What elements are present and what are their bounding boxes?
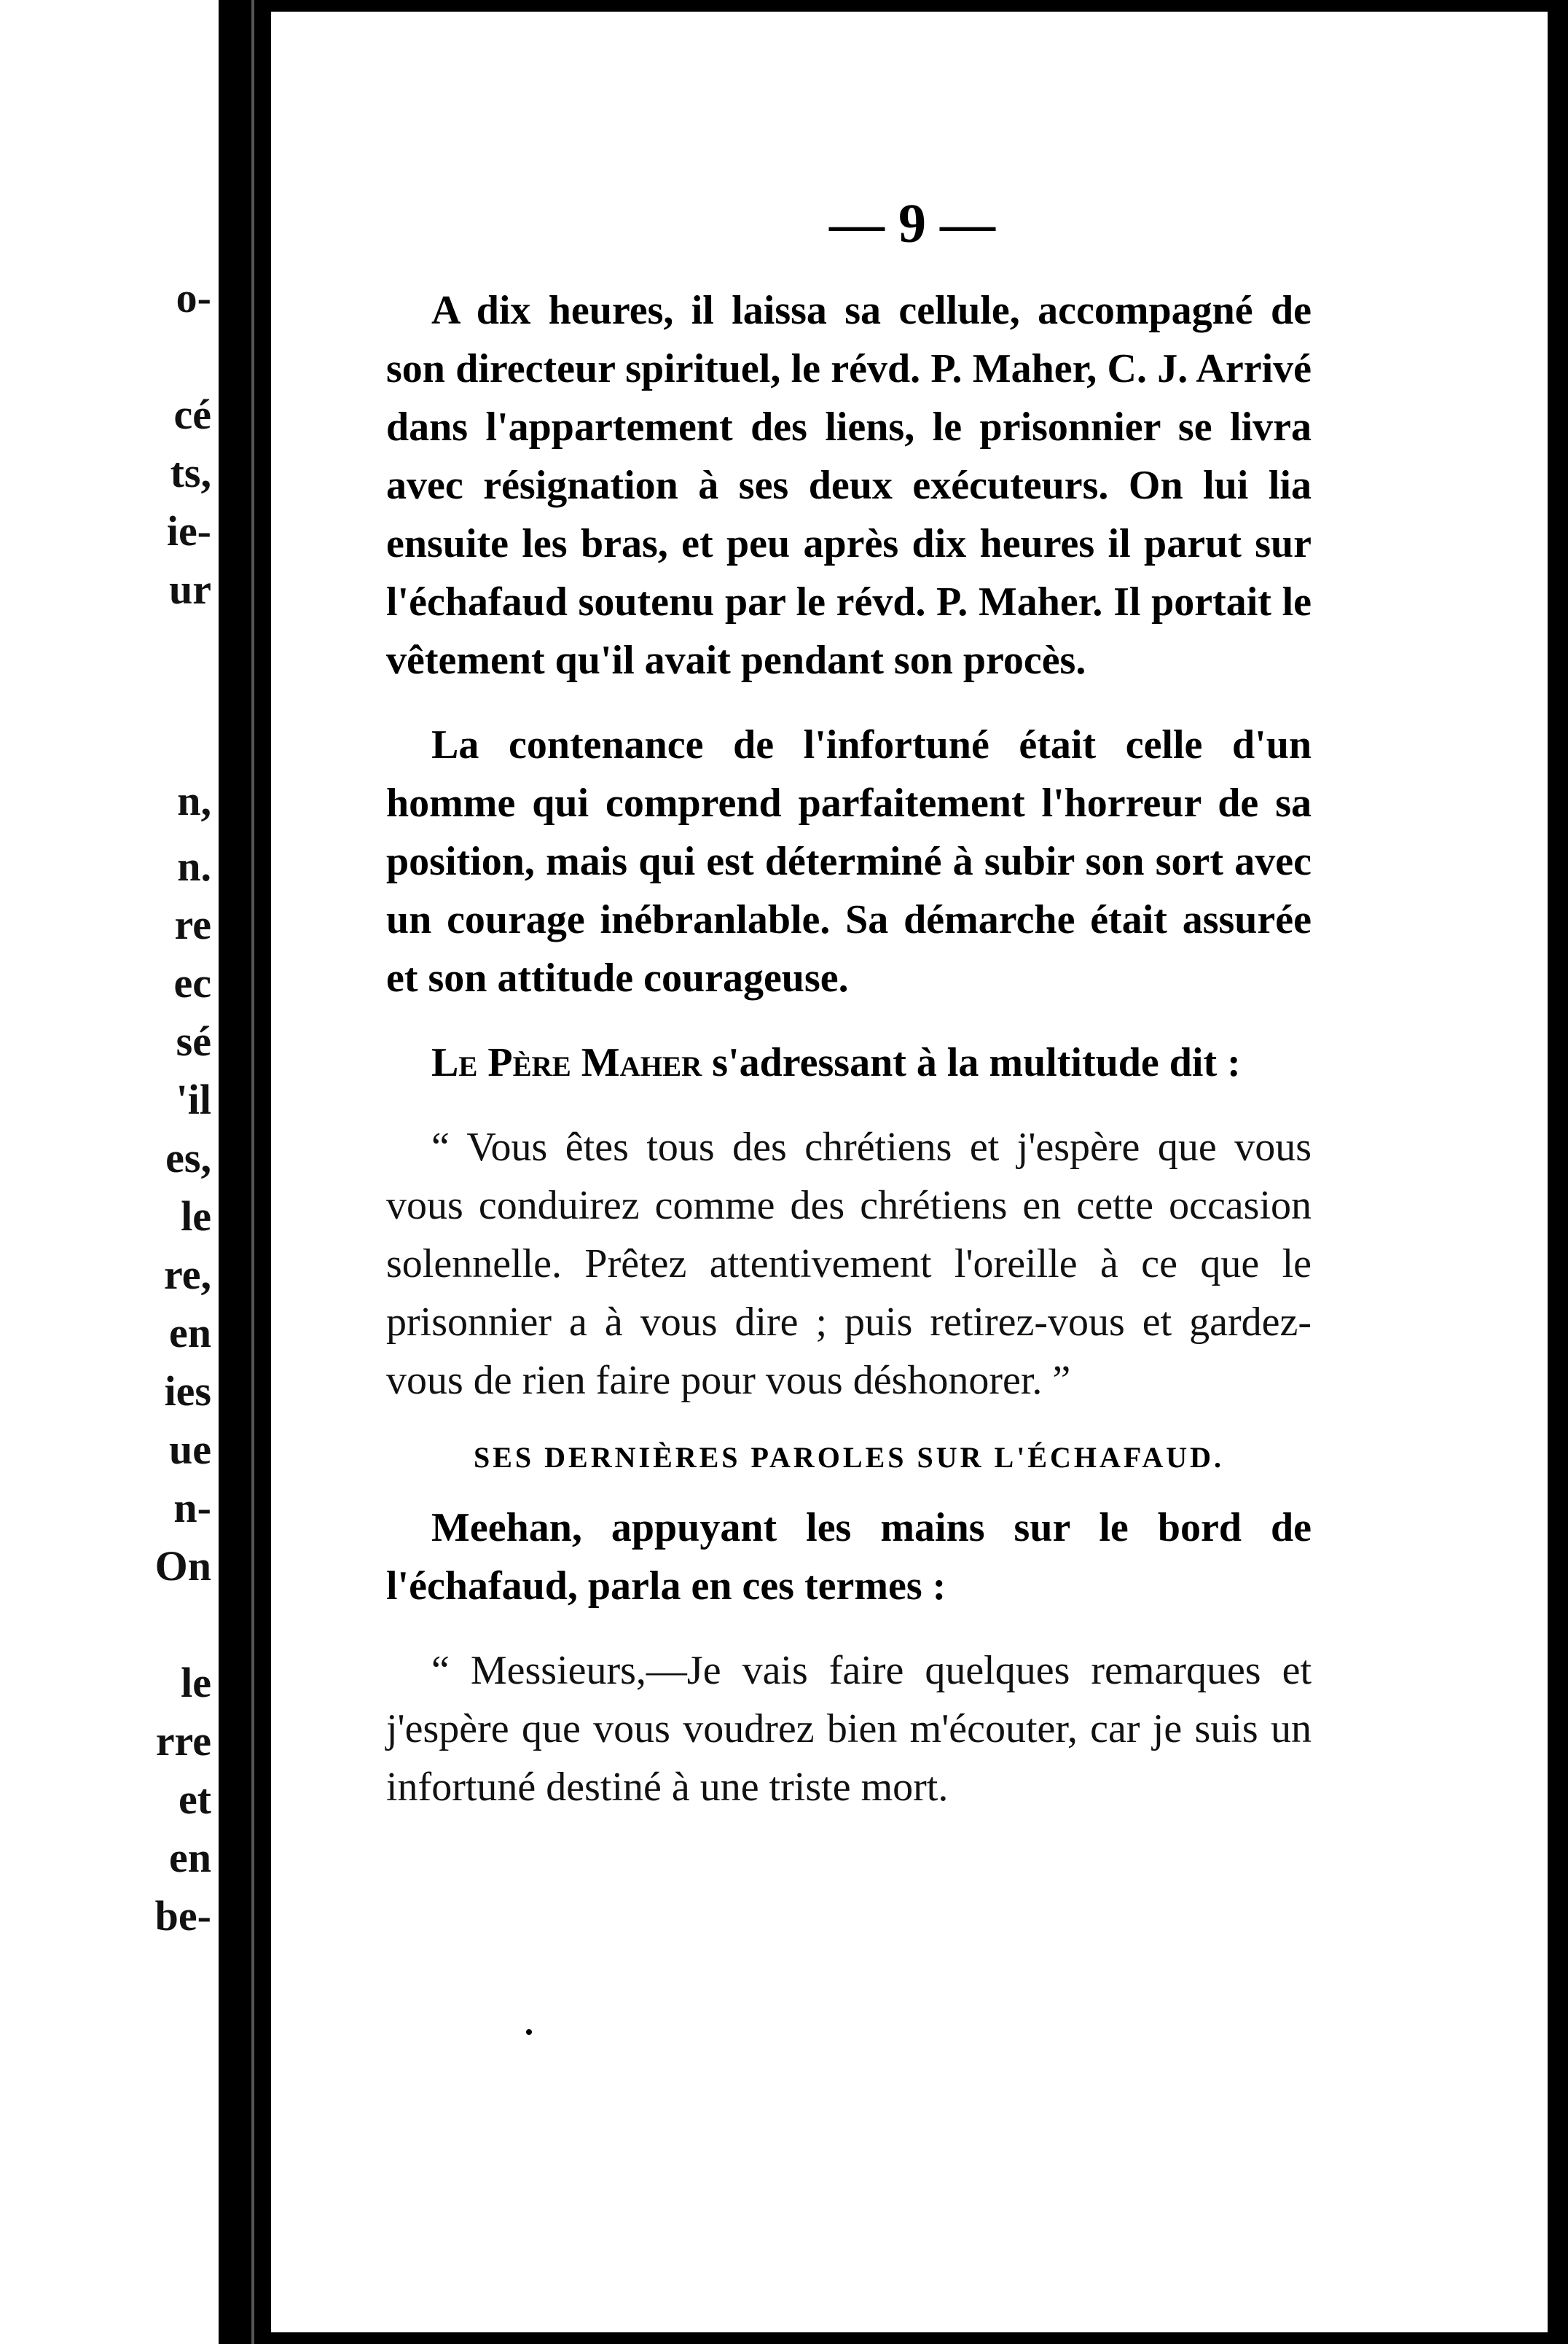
left-page-fragment: le [181,1659,211,1706]
left-page-fragment: ue [169,1426,211,1473]
gutter-line [251,0,254,2344]
text-block [386,281,1312,1843]
left-page-fragment: en [169,1834,211,1881]
paragraph-meehan-speaks: Meehan, appuyant les mains sur le bord de l'échafaud, parla en ces termes : [386,1505,1312,1609]
left-facing-page [0,0,219,2344]
left-page-fragment: en [169,1309,211,1356]
left-page-fragment: cé [173,391,211,438]
left-page-fragment: ec [173,959,211,1007]
print-speck [526,2029,532,2035]
left-page-fragment: ts, [170,449,211,496]
left-page-fragment: 'il [176,1076,211,1123]
left-page-fragment: n, [177,777,211,824]
paragraph-father-maher-address [386,1034,1312,1092]
left-page-fragment: ie- [166,507,211,555]
left-page-fragment: o- [176,274,211,321]
page-number: — 9 — [829,193,995,254]
left-page-fragment: n- [173,1484,211,1531]
paragraph-maher-quote: “ Vous êtes tous des chrétiens et j'espère que vous vous conduirez comme des chrétiens en cette occasion solennelle. Prêtez attentivement l'oreille à ce que le prisonnier a à vous dire ; puis retirez-vous et gardez-vous de rien faire pour vous déshonorer. ” [386,1125,1312,1403]
left-page-fragment: ies [164,1367,211,1415]
left-page-fragment: ur [169,566,211,613]
paragraph-execution-morning: A dix heures, il laissa sa cellule, accompagné de son directeur spirituel, le révd. P. Maher, C. J. Arrivé dans l'appartement des liens, le prisonnier se livra avec résignation à ses deux exécuteurs. On lui lia ensuite les bras, et peu après dix heures il parut sur l'échafaud soutenu par le révd. P. Maher. Il portait le vêtement qu'il avait pendant son procès. [386,288,1312,683]
main-page [271,12,1548,2332]
father-maher-name: Le Père Maher [431,1040,702,1085]
paragraph-father-maher-address-text: s'adressant à la multitude dit : [702,1040,1241,1085]
page-gutter [219,0,270,2344]
left-page-fragment: re, [164,1251,211,1298]
left-page-text-fragments [0,0,211,2344]
paragraph-meehan-quote: “ Messieurs,—Je vais faire quelques remarques et j'espère que vous voudrez bien m'écouter, car je suis un infortuné destiné à une triste mort. [386,1648,1312,1810]
left-page-fragment: On [154,1542,211,1590]
left-page-fragment: n. [177,843,211,890]
left-page-fragment: es, [165,1134,211,1181]
left-page-fragment: be- [154,1892,211,1939]
left-page-fragment: le [181,1192,211,1240]
left-page-fragment: re [174,901,211,948]
paragraph-countenance: La contenance de l'infortuné était celle d'un homme qui comprend parfaitement l'horreur de sa position, mais qui est déterminé à subir son sort avec un courage inébranlable. Sa démarche était assurée et son attitude courageuse. [386,722,1312,1001]
section-heading-last-words: SES DERNIÈRES PAROLES SUR L'ÉCHAFAUD. [473,1441,1225,1474]
left-page-fragment: sé [176,1017,211,1065]
left-page-fragment: rre [155,1717,211,1765]
left-page-fragment: et [178,1775,211,1823]
